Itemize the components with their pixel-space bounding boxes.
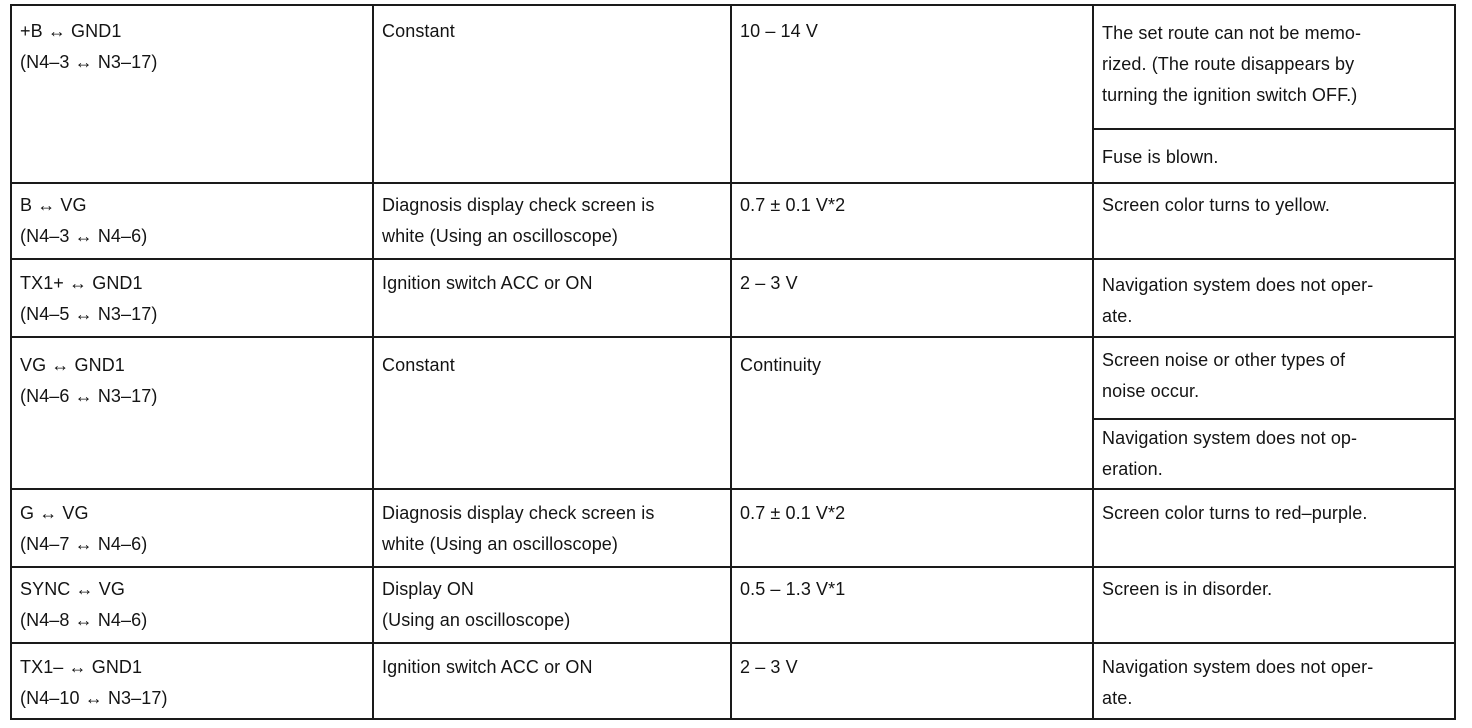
row-divider (10, 566, 1456, 568)
terminal-pins: (N4–6 ↔ N3–17) (20, 386, 158, 406)
terminal-pins: (N4–8 ↔ N4–6) (20, 610, 148, 630)
column-divider (372, 4, 374, 720)
terminal-name: +B ↔ GND1 (20, 21, 122, 41)
symptom-text: Fuse is blown. (1102, 147, 1219, 167)
symptom-divider (1092, 128, 1456, 130)
column-divider (1092, 4, 1094, 720)
column-divider (1454, 4, 1456, 720)
row-divider (10, 718, 1456, 720)
symptom-divider (1092, 418, 1456, 420)
condition-text: white (Using an oscilloscope) (382, 534, 619, 554)
condition-text: white (Using an oscilloscope) (382, 226, 619, 246)
specified-value: 0.7 ± 0.1 V*2 (740, 195, 846, 215)
specified-value: 10 – 14 V (740, 21, 818, 41)
column-divider (730, 4, 732, 720)
symptom-text: Screen color turns to red–purple. (1102, 503, 1368, 523)
symptom-text: Navigation system does not oper- (1102, 275, 1374, 295)
terminal-name: G ↔ VG (20, 503, 89, 523)
symptom-text: eration. (1102, 459, 1163, 479)
specified-value: 0.5 – 1.3 V*1 (740, 579, 846, 599)
specified-value: 2 – 3 V (740, 273, 798, 293)
condition-text: Ignition switch ACC or ON (382, 657, 593, 677)
specified-value: Continuity (740, 355, 822, 375)
condition-text: Diagnosis display check screen is (382, 503, 655, 523)
specified-value: 0.7 ± 0.1 V*2 (740, 503, 846, 523)
symptom-text: Navigation system does not oper- (1102, 657, 1374, 677)
condition-text: Ignition switch ACC or ON (382, 273, 593, 293)
terminal-name: TX1– ↔ GND1 (20, 657, 143, 677)
symptom-text: The set route can not be memo- (1102, 23, 1362, 43)
symptom-text: ate. (1102, 306, 1133, 326)
symptom-text: ate. (1102, 688, 1133, 708)
column-divider (10, 4, 12, 720)
symptom-text: Screen noise or other types of (1102, 350, 1346, 370)
row-divider (10, 488, 1456, 490)
terminal-name: SYNC ↔ VG (20, 579, 125, 599)
condition-text: Display ON (382, 579, 475, 599)
row-divider (10, 642, 1456, 644)
row-divider (10, 336, 1456, 338)
symptom-text: Screen color turns to yellow. (1102, 195, 1331, 215)
condition-text: (Using an oscilloscope) (382, 610, 571, 630)
symptom-text: Screen is in disorder. (1102, 579, 1273, 599)
condition-text: Constant (382, 21, 455, 41)
symptom-text: noise occur. (1102, 381, 1200, 401)
specified-value: 2 – 3 V (740, 657, 798, 677)
terminal-pins: (N4–3 ↔ N4–6) (20, 226, 148, 246)
terminal-name: B ↔ VG (20, 195, 87, 215)
terminal-pins: (N4–7 ↔ N4–6) (20, 534, 148, 554)
row-divider (10, 258, 1456, 260)
terminal-pins: (N4–10 ↔ N3–17) (20, 688, 168, 708)
symptom-text: turning the ignition switch OFF.) (1102, 85, 1358, 105)
row-divider (10, 4, 1456, 6)
condition-text: Constant (382, 355, 455, 375)
row-divider (10, 182, 1456, 184)
symptom-text: rized. (The route disappears by (1102, 54, 1355, 74)
terminal-pins: (N4–5 ↔ N3–17) (20, 304, 158, 324)
symptom-text: Navigation system does not op- (1102, 428, 1358, 448)
terminal-pins: (N4–3 ↔ N3–17) (20, 52, 158, 72)
terminal-name: TX1+ ↔ GND1 (20, 273, 143, 293)
condition-text: Diagnosis display check screen is (382, 195, 655, 215)
terminal-name: VG ↔ GND1 (20, 355, 125, 375)
